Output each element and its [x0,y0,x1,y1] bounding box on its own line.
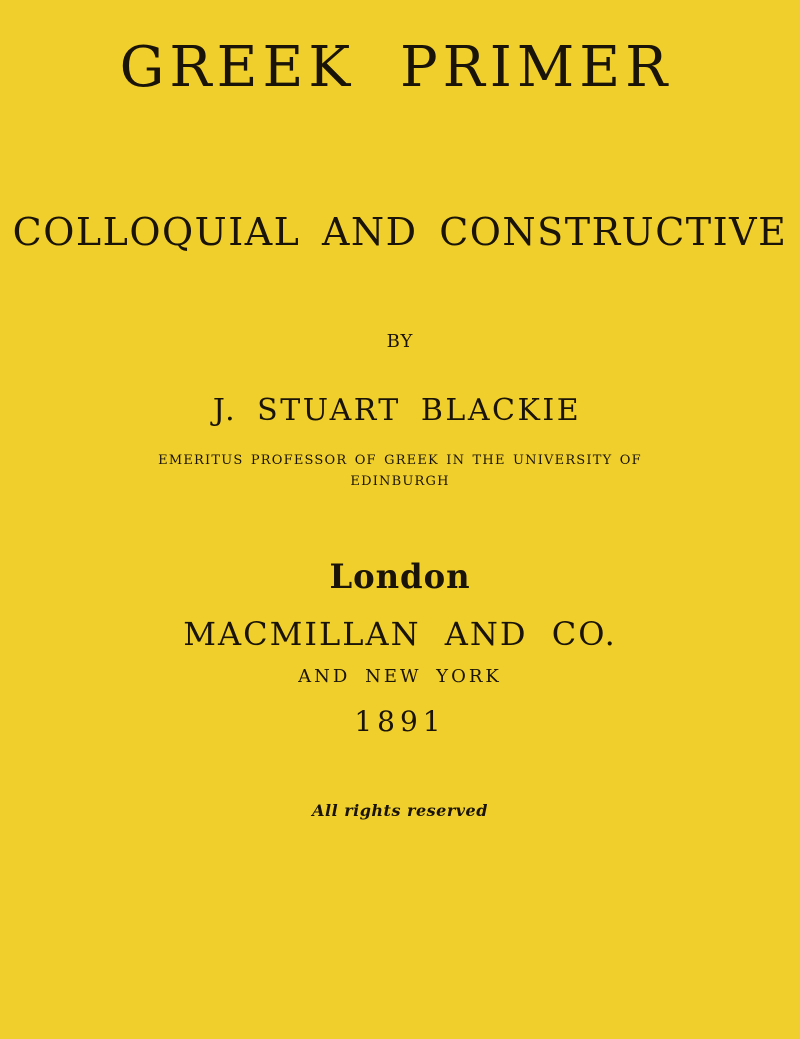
book-title: GREEK PRIMER [119,35,673,100]
author-affiliation-line2: EDINBURGH [350,474,450,489]
publication-city: London [329,557,471,597]
book-subtitle: COLLOQUIAL AND CONSTRUCTIVE [12,210,788,254]
author-affiliation-line1: EMERITUS PROFESSOR OF GREEK IN THE UNIVERSITY OF [158,453,642,468]
publisher-name: MACMILLAN AND CO. [183,615,617,653]
author-name: J. STUART BLACKIE [212,393,582,428]
rights-notice: All rights reserved [312,801,488,820]
by-line: BY [386,331,414,352]
publisher-additional-city: AND NEW YORK [298,666,502,687]
publication-year: 1891 [354,705,446,738]
